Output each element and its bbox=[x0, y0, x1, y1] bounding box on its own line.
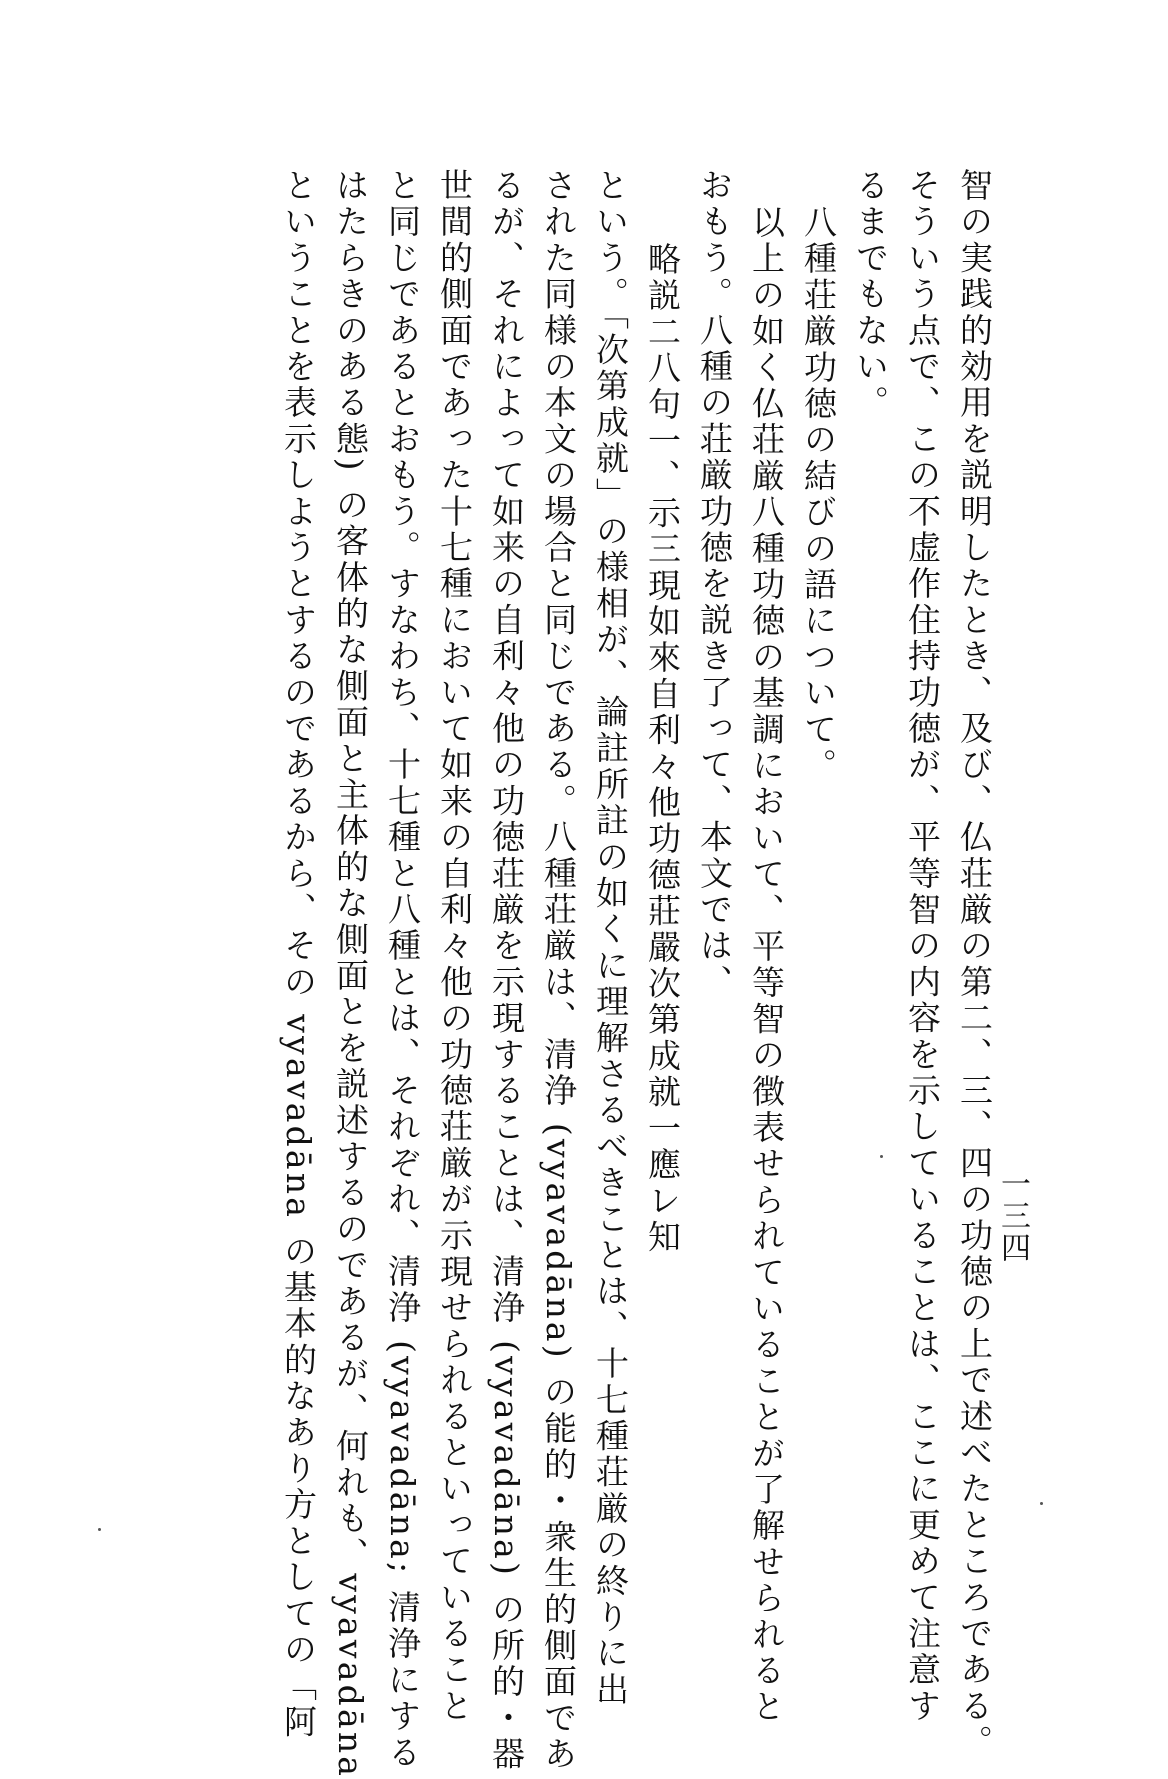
section-heading: 八種荘厳功徳の結びの語について。 bbox=[799, 205, 838, 785]
text-line-12: ということを表示しようとするのであるから、その vyavadāna の基本的なあり方としての「阿 bbox=[279, 168, 318, 1741]
text-line-5: おもう。八種の荘厳功徳を説き了って、本文では、 bbox=[695, 168, 734, 1001]
text-line-4: 以上の如く仏荘厳八種功徳の基調において、平等智の徴表せられていることが了解せられると bbox=[747, 205, 786, 1726]
text-line-7: された同様の本文の場合と同じである。八種荘厳は、清浄 (vyavadāna) の能的・衆生的側面であ bbox=[539, 168, 578, 1773]
text-line-10: と同じであるとおもう。すなわち、十七種と八種とは、それぞれ、清浄 (vyavadāna; 清浄にする bbox=[383, 168, 422, 1771]
text-line-3: るまでもない。 bbox=[851, 168, 890, 422]
text-line-11: はたらきのある態) の客体的な側面と主体的な側面とを説述するのであるが、何れも、vyavadāna bbox=[331, 168, 370, 1779]
text-line-8: るが、それによって如来の自利々他の功徳荘厳を示現することは、清浄 (vyavadāna) の所的・器 bbox=[487, 168, 526, 1773]
scan-speck bbox=[880, 1155, 883, 1158]
text-line-1: 智の実践的効用を説明したとき、及び、仏荘厳の第二、三、四の功徳の上で述べたところである。 bbox=[955, 168, 994, 1761]
text-line-9: 世間的側面であった十七種において如来の自利々他の功徳荘厳が示現せられるといっていること bbox=[435, 168, 474, 1725]
text-line-6: という。「次第成就」の様相が、論註所註の如くに理解さるべきことは、十七種荘厳の終りに出 bbox=[591, 168, 630, 1709]
text-line-2: そういう点で、この不虚作住持功徳が、平等智の内容を示していることは、ここに更めて注意す bbox=[903, 168, 942, 1725]
scan-speck bbox=[98, 1528, 101, 1531]
page-number: 一三四 bbox=[995, 1168, 1030, 1264]
vertical-text-body bbox=[180, 168, 1000, 1779]
quoted-passage: 略説二八句一、示三現如來自利々他功德莊嚴次第成就一應レ知 bbox=[643, 242, 682, 1256]
scan-speck bbox=[1040, 1502, 1043, 1505]
